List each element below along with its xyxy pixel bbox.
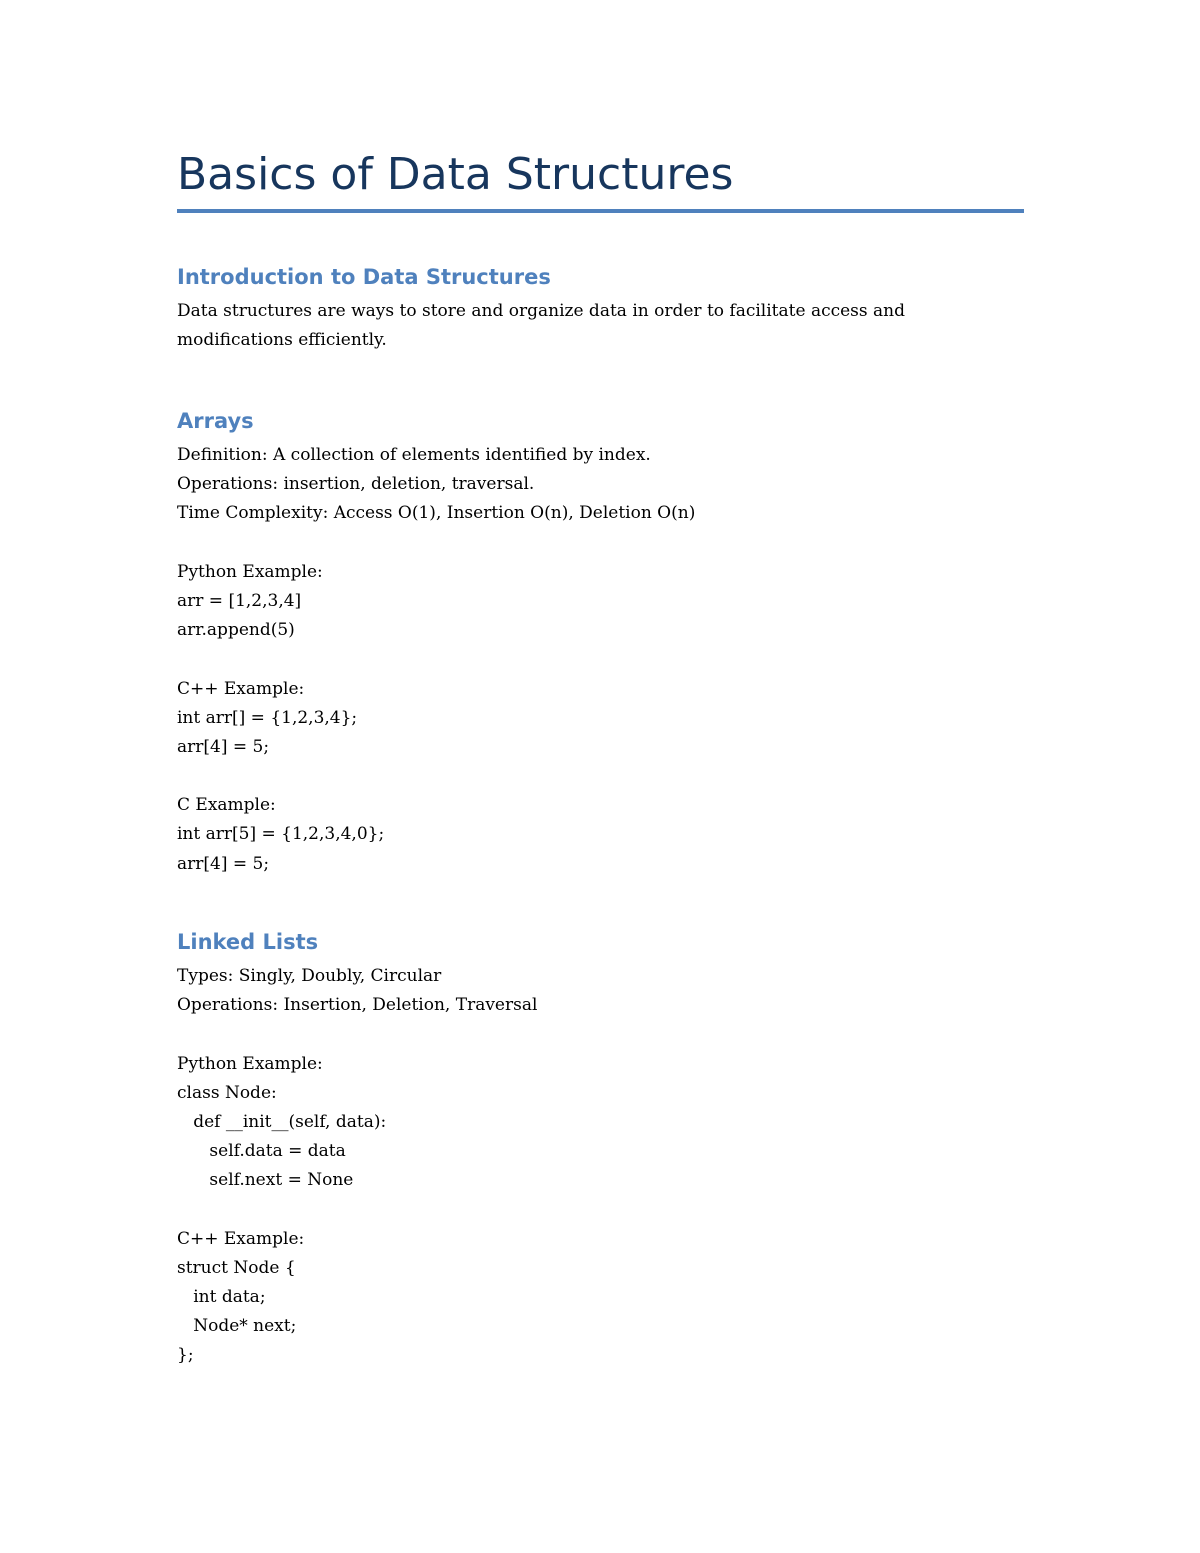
intro-line: Data structures are ways to store and organize data in order to facilitate access and <box>177 301 905 321</box>
intro-line: modifications efficiently. <box>177 330 387 351</box>
arrays-line: arr = [1,2,3,4] <box>177 590 302 611</box>
document-title: Basics of Data Structures <box>177 149 734 200</box>
linked-lists-line: Types: Singly, Doubly, Circular <box>177 966 442 986</box>
document-page <box>177 0 1025 1553</box>
arrays-line <box>177 645 1025 674</box>
arrays-line: int arr[5] = {1,2,3,4,0}; <box>177 824 385 845</box>
arrays-line: C Example: <box>177 795 276 816</box>
linked-lists-line: struct Node { <box>177 1257 296 1278</box>
linked-lists-line <box>177 1196 1025 1225</box>
arrays-line: Time Complexity: Access O(1), Insertion O(n), Deletion O(n) <box>177 503 696 524</box>
linked-lists-line: Operations: Insertion, Deletion, Traversal <box>177 995 538 1016</box>
linked-lists-line: Python Example: <box>177 1053 323 1074</box>
intro-paragraph <box>177 297 1025 355</box>
arrays-line: arr[4] = 5; <box>177 853 270 874</box>
linked-lists-line: Node* next; <box>177 1316 297 1337</box>
linked-lists-line: C++ Example: <box>177 1228 305 1249</box>
linked-lists-line: def __init__(self, data): <box>177 1111 387 1132</box>
arrays-line: C++ Example: <box>177 678 305 699</box>
arrays-line <box>177 762 1025 791</box>
linked-lists-line <box>177 1020 1025 1049</box>
arrays-line: Python Example: <box>177 561 323 582</box>
linked-lists-content <box>177 962 1025 1371</box>
arrays-line: arr[4] = 5; <box>177 736 270 757</box>
linked-lists-line: class Node: <box>177 1082 277 1103</box>
arrays-content <box>177 441 1025 879</box>
title-underline <box>177 209 1024 213</box>
linked-lists-line: int data; <box>177 1287 266 1308</box>
arrays-line: Definition: A collection of elements identified by index. <box>177 445 651 465</box>
arrays-line <box>177 529 1025 558</box>
linked-lists-line: }; <box>177 1345 194 1366</box>
arrays-line: int arr[] = {1,2,3,4}; <box>177 707 358 728</box>
arrays-line: arr.append(5) <box>177 620 295 641</box>
arrays-line: Operations: insertion, deletion, traversal. <box>177 474 535 495</box>
linked-lists-line: self.next = None <box>177 1170 354 1191</box>
heading-introduction: Introduction to Data Structures <box>177 265 551 289</box>
heading-arrays: Arrays <box>177 409 254 433</box>
heading-linked-lists: Linked Lists <box>177 930 319 954</box>
linked-lists-line: self.data = data <box>177 1141 346 1162</box>
